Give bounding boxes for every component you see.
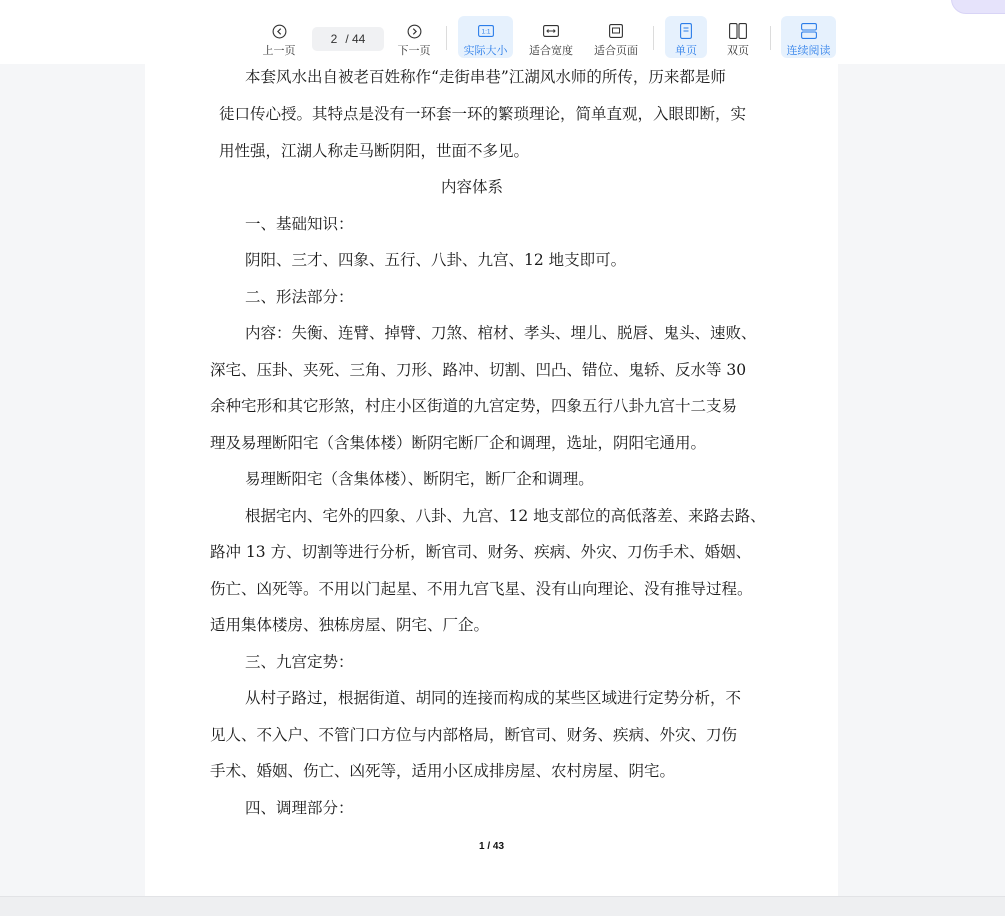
document-page [145,64,838,896]
section-heading: 内容体系 [441,178,504,196]
text-line: 余种宅形和其它形煞，村庄小区街道的九宫定势，四象五行八卦九宫十二支易 [210,397,738,415]
page-footer-number: 1 / 43 [478,841,505,852]
continuous-reading-label: 连续阅读 [786,44,831,57]
fit-page-button[interactable] [590,16,642,58]
continuous-reading-button[interactable] [781,16,836,58]
text-line: 易理断阳宅（含集体楼）、断阴宅，断厂企和调理。 [245,470,594,488]
text-line: 二、形法部分： [245,288,354,306]
text-line: 四、调理部分： [245,799,354,817]
text-line: 见人、不入户、不管门口方位与内部格局，断官司、财务、疾病、外灾、刀伤 [210,726,738,744]
text-line: 内容：失衡、连臂、掉臂、刀煞、棺材、孝头、埋儿、脱唇、鬼头、速败、 [245,324,757,342]
toolbar-divider [446,26,447,50]
single-page-label: 单页 [675,44,697,57]
viewer-toolbar [0,0,1005,64]
text-line: 适用集体楼房、独栋房屋、阴宅、厂企。 [210,616,490,634]
current-page-value[interactable]: 2 [330,32,338,46]
text-line: 深宅、压卦、夹死、三角、刀形、路冲、切割、凹凸、错位、鬼轿、反水等 30 [210,361,747,379]
fit-page-icon [609,22,623,40]
total-pages-value: / 44 [345,32,366,46]
fit-width-button[interactable] [525,16,577,58]
prev-page-button[interactable] [258,16,300,58]
double-page-label: 双页 [727,44,749,57]
text-line: 徒口传心授。其特点是没有一环套一环的繁琐理论，简单直观，入眼即断，实 [219,105,747,123]
toolbar-divider [770,26,771,50]
text-line: 一、基础知识： [245,215,354,233]
text-line: 根据宅内、宅外的四象、八卦、九宫、12 地支部位的高低落差、来路去路、 [245,507,766,525]
prev-page-label: 上一页 [262,44,296,57]
text-line: 路冲 13 方、切割等进行分析，断官司、财务、疾病、外灾、刀伤手术、婚姻、 [210,543,752,561]
text-line: 伤亡、凶死等。不用以门起星、不用九宫飞星、没有山向理论、没有推导过程。 [210,580,753,598]
fit-width-icon [543,22,559,40]
bottom-scrollbar-area[interactable] [0,896,1005,916]
actual-size-icon [478,22,494,40]
text-line: 阴阳、三才、四象、五行、八卦、九宫、12 地支即可。 [245,251,627,269]
chevron-right-circle-icon [407,22,422,40]
svg-text:1:1: 1:1 [480,28,491,36]
text-line: 用性强，江湖人称走马断阴阳，世面不多见。 [219,142,530,160]
double-page-button[interactable] [717,16,759,58]
chevron-left-circle-icon [272,22,287,40]
single-page-icon [680,22,692,40]
actual-size-button[interactable] [458,16,513,58]
text-line: 从村子路过，根据街道、胡同的连接而构成的某些区域进行定势分析，不 [245,689,742,707]
text-line: 手术、婚姻、伤亡、凶死等，适用小区成排房屋、农村房屋、阴宅。 [210,762,676,780]
single-page-button[interactable] [665,16,707,58]
text-line: 理及易理断阳宅（含集体楼）断阴宅断厂企和调理，选址，阴阳宅通用。 [210,434,707,452]
toolbar-divider [653,26,654,50]
corner-decoration [951,0,1005,14]
fit-page-label: 适合页面 [594,44,638,57]
next-page-button[interactable] [393,16,435,58]
continuous-reading-icon [801,22,817,40]
text-line: 三、九宫定势： [245,653,354,671]
next-page-label: 下一页 [397,44,431,57]
text-line: 本套风水出自被老百姓称作“走街串巷”江湖风水师的所传，历来都是师 [245,68,726,86]
page-number-input[interactable] [312,27,384,51]
double-page-icon [729,22,747,40]
actual-size-label: 实际大小 [463,44,508,57]
fit-width-label: 适合宽度 [529,44,573,57]
